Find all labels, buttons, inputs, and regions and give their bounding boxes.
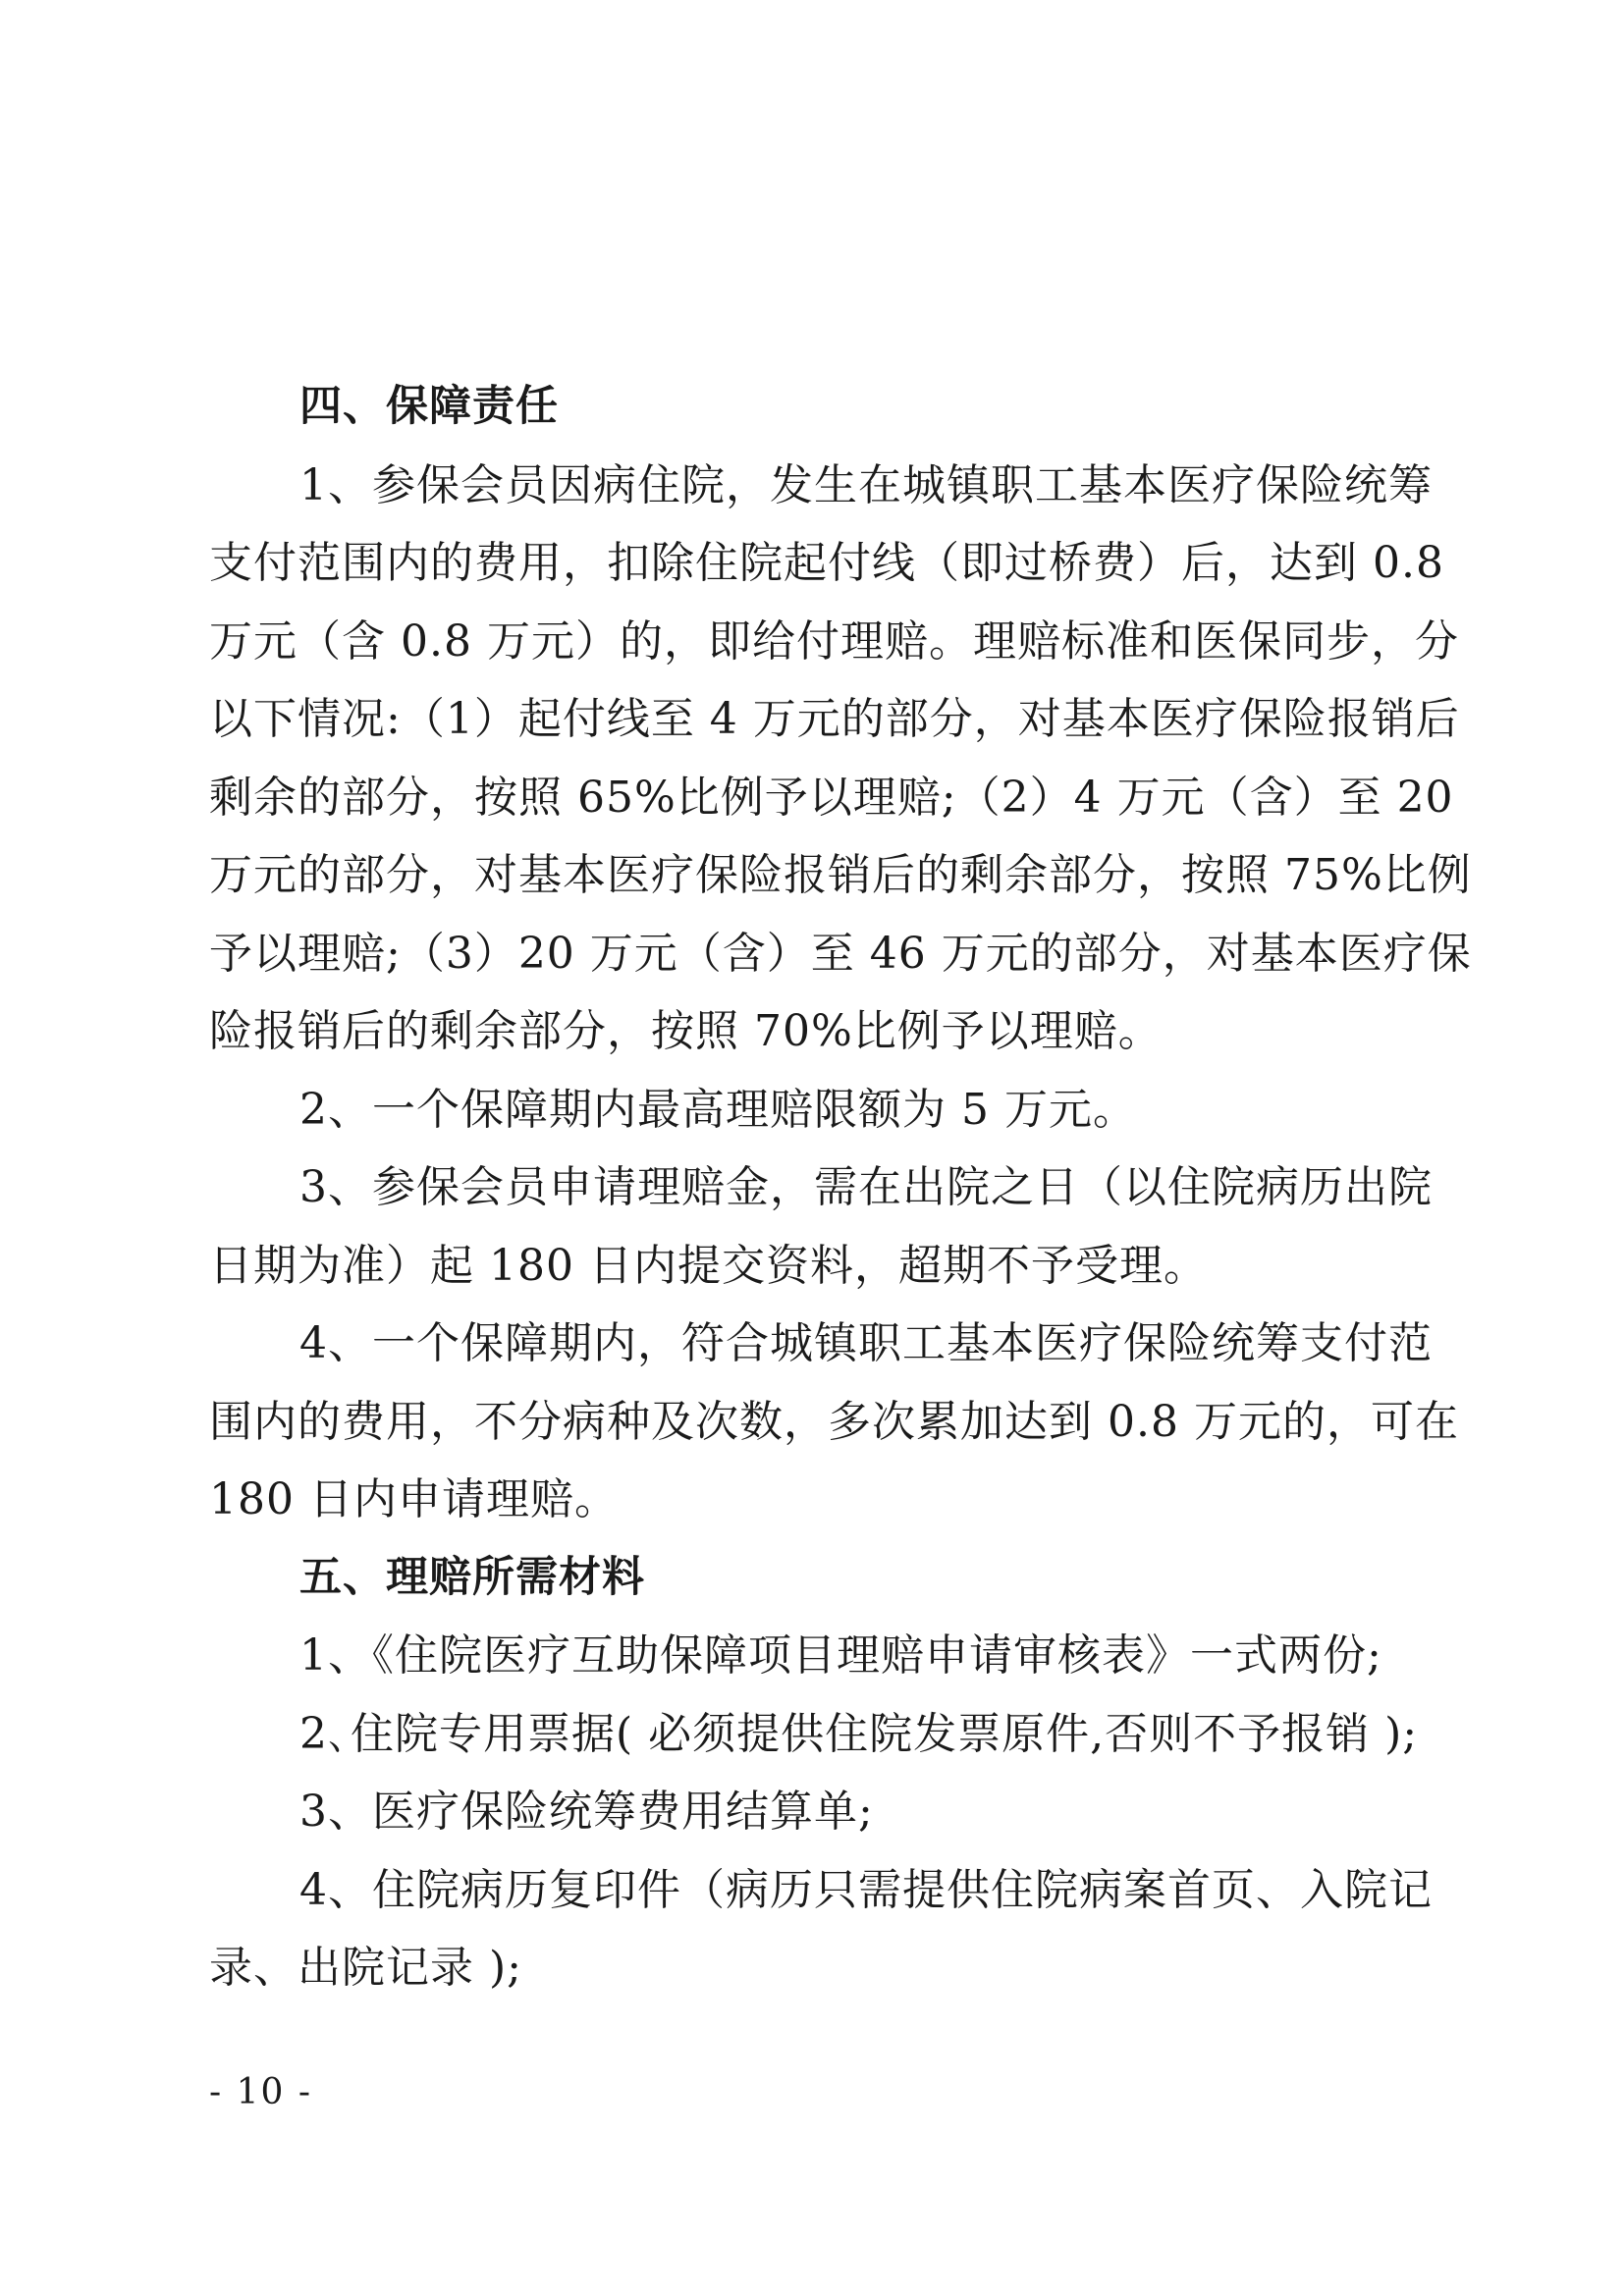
paragraph-line: 万元的部分，对基本医疗保险报销后的剩余部分，按照 75%比例: [209, 850, 1472, 900]
paragraph-line: 日期为准）起 180 日内提交资料，超期不予受理。: [209, 1240, 1208, 1291]
paragraph-line: 万元（含 0.8 万元）的，即给付理赔。理赔标准和医保同步，分: [209, 615, 1459, 667]
paragraph-line: 2、一个保障期内最高理赔限额为 5 万元。: [299, 1084, 1137, 1135]
paragraph-line: 180 日内申请理赔。: [209, 1474, 619, 1524]
list-item: 1、《住院医疗互助保障项目理赔申请审核表》一式两份;: [299, 1630, 1382, 1681]
paragraph-line: 3、参保会员申请理赔金，需在出院之日（以住院病历出院: [299, 1162, 1433, 1212]
list-item: 3、医疗保险统筹费用结算单;: [299, 1787, 874, 1837]
paragraph-line: 1、参保会员因病住院，发生在城镇职工基本医疗保险统筹: [299, 459, 1433, 510]
section-heading-materials: 五、理赔所需材料: [299, 1552, 645, 1602]
page-number: - 10 -: [209, 2072, 313, 2112]
paragraph-line: 围内的费用，不分病种及次数，多次累加达到 0.8 万元的，可在: [209, 1396, 1459, 1447]
section-heading-guarantee: 四、保障责任: [299, 382, 559, 431]
list-item: 2､住院专用票据( 必须提供住院发票原件,否则不予报销 );: [299, 1708, 1419, 1759]
paragraph-line: 剩余的部分，按照 65%比例予以理赔;（2）4 万元（含）至 20: [209, 772, 1454, 823]
paragraph-line: 予以理赔;（3）20 万元（含）至 46 万元的部分，对基本医疗保: [209, 928, 1472, 979]
paragraph-line: 4、一个保障期内，符合城镇职工基本医疗保险统筹支付范: [299, 1318, 1433, 1368]
paragraph-line: 以下情况:（1）起付线至 4 万元的部分，对基本医疗保险报销后: [209, 694, 1460, 744]
list-item: 录、出院记录 );: [209, 1943, 522, 1993]
page-body: [209, 368, 1472, 2007]
list-item: 4、住院病历复印件（病历只需提供住院病案首页、入院记: [299, 1864, 1433, 1915]
paragraph-line: 险报销后的剩余部分，按照 70%比例予以理赔。: [209, 1006, 1163, 1056]
paragraph-line: 支付范围内的费用，扣除住院起付线（即过桥费）后，达到 0.8: [209, 538, 1444, 588]
